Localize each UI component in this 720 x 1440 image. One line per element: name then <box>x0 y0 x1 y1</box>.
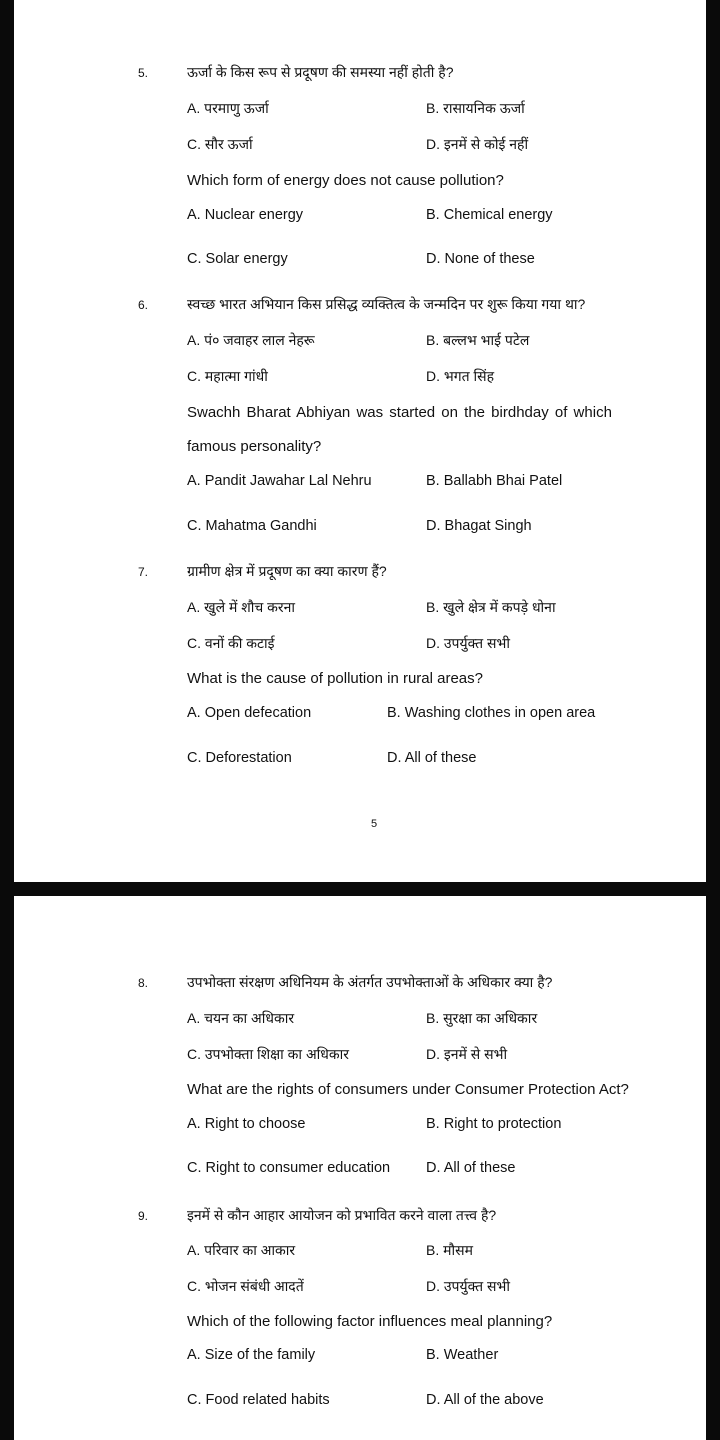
question-text-english: Which of the following factor influences meal planning? <box>187 1313 553 1330</box>
option-b-hindi: B. सुरक्षा का अधिकार <box>426 1010 538 1026</box>
option-b-hindi: B. मौसम <box>426 1242 473 1258</box>
option-a-english: A. Right to choose <box>187 1116 306 1132</box>
option-c-hindi: C. वनों की कटाई <box>187 635 275 651</box>
option-b-english: B. Weather <box>426 1347 499 1363</box>
question-text-hindi: ग्रामीण क्षेत्र में प्रदूषण का क्या कारण हैं? <box>187 563 387 579</box>
option-a-hindi: A. परिवार का आकार <box>187 1242 296 1258</box>
option-c-english: C. Right to consumer education <box>187 1160 391 1176</box>
question-text-english: What are the rights of consumers under Consumer Protection Act? <box>187 1081 629 1098</box>
option-a-hindi: A. परमाणु ऊर्जा <box>187 100 269 116</box>
option-a-english: A. Size of the family <box>187 1347 316 1363</box>
option-c-english: C. Food related habits <box>187 1392 330 1408</box>
option-a-english: A. Open defecation <box>187 705 312 721</box>
option-c-english: C. Solar energy <box>187 251 288 267</box>
option-b-english: B. Chemical energy <box>426 207 553 223</box>
option-c-hindi: C. उपभोक्ता शिक्षा का अधिकार <box>187 1046 349 1062</box>
option-d-english: D. All of these <box>387 750 477 766</box>
question-number: 9. <box>138 1209 149 1223</box>
option-d-english: D. Bhagat Singh <box>426 518 532 534</box>
question-text-english-line1: Swachh Bharat Abhiyan was started on the birdhday of which <box>187 404 612 421</box>
page-number: 5 <box>371 818 378 830</box>
option-a-hindi: A. पं० जवाहर लाल नेहरू <box>187 332 315 348</box>
question-text-hindi: ऊर्जा के किस रूप से प्रदूषण की समस्या नहीं होती है? <box>187 64 454 80</box>
question-number: 6. <box>138 298 149 312</box>
option-c-english: C. Mahatma Gandhi <box>187 518 317 534</box>
option-d-english: D. All of the above <box>426 1392 544 1408</box>
option-c-english: C. Deforestation <box>187 750 292 766</box>
option-d-hindi: D. उपर्युक्त सभी <box>426 635 510 651</box>
option-d-hindi: D. इनमें से कोई नहीं <box>426 136 529 152</box>
question-text-hindi: उपभोक्ता संरक्षण अधिनियम के अंतर्गत उपभोक्ताओं के अधिकार क्या है? <box>187 974 553 990</box>
option-c-hindi: C. सौर ऊर्जा <box>187 136 253 152</box>
option-b-hindi: B. खुले क्षेत्र में कपड़े धोना <box>426 599 556 615</box>
option-b-english: B. Right to protection <box>426 1116 562 1132</box>
question-number: 8. <box>138 976 149 990</box>
option-d-hindi: D. भगत सिंह <box>426 368 495 384</box>
option-b-english: B. Washing clothes in open area <box>387 705 596 721</box>
question-text-english-line2: famous personality? <box>187 438 322 455</box>
option-a-english: A. Nuclear energy <box>187 207 304 223</box>
question-text-english: Which form of energy does not cause pollution? <box>187 172 504 189</box>
question-text-hindi: स्वच्छ भारत अभियान किस प्रसिद्ध व्यक्तित्व के जन्मदिन पर शुरू किया गया था? <box>187 296 586 312</box>
option-d-hindi: D. इनमें से सभी <box>426 1046 508 1062</box>
option-d-hindi: D. उपर्युक्त सभी <box>426 1278 510 1294</box>
option-a-hindi: A. चयन का अधिकार <box>187 1010 295 1026</box>
question-text-english: What is the cause of pollution in rural areas? <box>187 670 483 687</box>
option-a-hindi: A. खुले में शौच करना <box>187 599 296 615</box>
question-text-hindi: इनमें से कौन आहार आयोजन को प्रभावित करने वाला तत्त्व है? <box>187 1207 497 1223</box>
option-b-english: B. Ballabh Bhai Patel <box>426 473 563 489</box>
option-d-english: D. None of these <box>426 251 535 267</box>
question-number: 7. <box>138 565 149 579</box>
option-d-english: D. All of these <box>426 1160 516 1176</box>
option-a-english: A. Pandit Jawahar Lal Nehru <box>187 473 372 489</box>
document-page-1 <box>14 0 706 882</box>
option-c-hindi: C. महात्मा गांधी <box>187 368 268 384</box>
document-page-2 <box>14 896 706 1440</box>
question-number: 5. <box>138 66 149 80</box>
option-c-hindi: C. भोजन संबंधी आदतें <box>187 1278 304 1294</box>
option-b-hindi: B. रासायनिक ऊर्जा <box>426 100 525 116</box>
option-b-hindi: B. बल्लभ भाई पटेल <box>426 332 530 348</box>
